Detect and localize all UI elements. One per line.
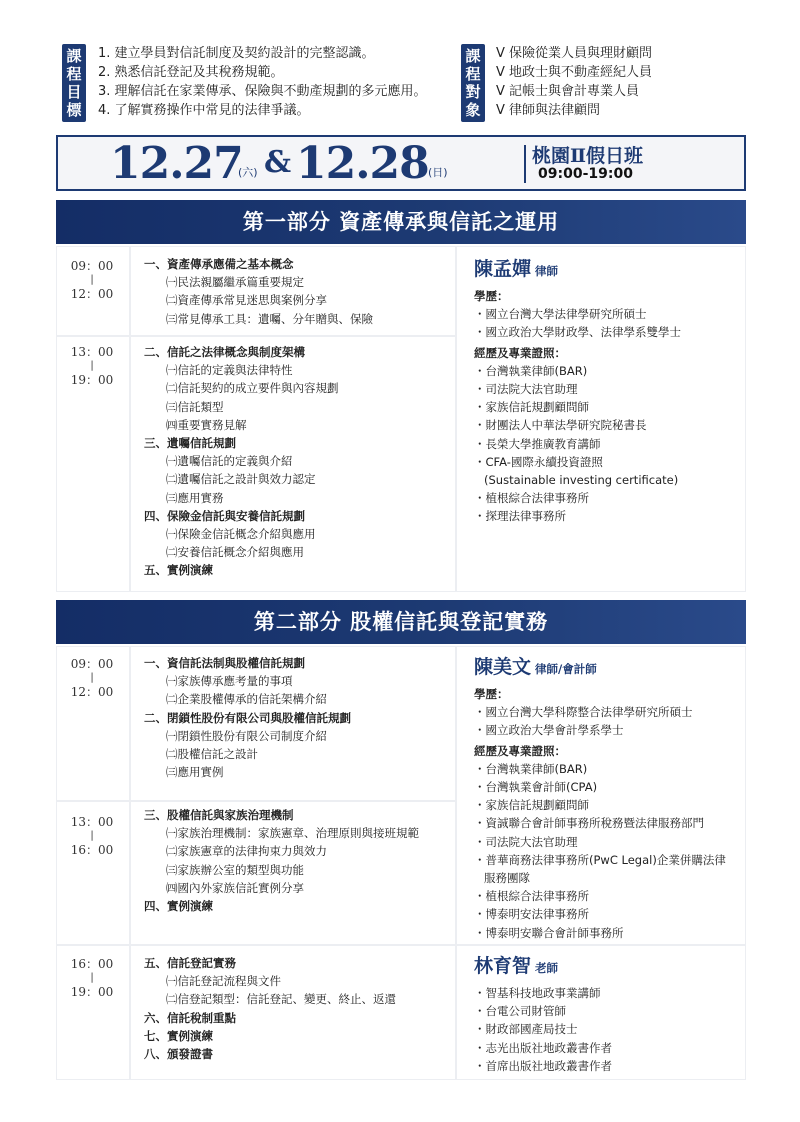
speaker-name-text: 陳孟嬋 <box>474 258 532 280</box>
speaker-role: 老師 <box>535 961 559 975</box>
time-separator: | <box>90 830 94 841</box>
time-start: 16：00 <box>70 957 114 971</box>
education-label: 學歷： <box>474 289 509 303</box>
audience-list <box>496 44 652 120</box>
part2-title: 第二部分 股權信託與登記實務 <box>56 600 746 644</box>
agenda-subitem: ㈠信託登記流程與文件 <box>166 974 281 989</box>
time-end: 19：00 <box>70 985 114 999</box>
agenda-subitem: ㈢應用實例 <box>166 765 224 780</box>
ampersand: & <box>264 145 292 180</box>
agenda-heading: 三、遺囑信託規劃 <box>144 436 236 451</box>
education-item: ・ 國立政治大學會計學系學士 <box>474 721 742 739</box>
agenda-subitem: ㈡資產傳承常見迷思與案例分享 <box>166 293 327 308</box>
experience-item: ・ 志光出版社地政叢書作者 <box>474 1039 742 1057</box>
agenda-subitem: ㈠保險金信託概念介紹與應用 <box>166 527 316 542</box>
agenda-subitem: ㈢應用實務 <box>166 490 224 505</box>
agenda-subitem: ㈡信登記類型：信託登記、變更、終止、返還 <box>166 992 396 1007</box>
experience-item: ・ 財團法人中華法學研究院秘書長 <box>474 416 742 434</box>
agenda-heading: 七、實例演練 <box>144 1028 213 1043</box>
education-item: ・ 國立政治大學財政學、法律學系雙學士 <box>474 323 742 341</box>
label-char: 程 <box>465 65 481 83</box>
part1-agenda-1 <box>144 255 373 328</box>
experience-item: ・ 智基科技地政事業講師 <box>474 984 742 1002</box>
experience-subtext: (Sustainable investing certificate) <box>484 473 679 488</box>
agenda-heading: 二、閉鎖性股份有限公司與股權信託規劃 <box>144 710 351 725</box>
agenda-heading: 三、股權信託與家族治理機制 <box>144 808 294 822</box>
experience-item: ・ 家族信託規劃顧問師 <box>474 398 742 416</box>
speaker-role: 律師 <box>535 264 559 278</box>
experience-item: ・ 家族信託規劃顧問師 <box>474 796 742 814</box>
label-char: 象 <box>465 101 481 119</box>
part2-time-1 <box>52 656 132 700</box>
experience-item: ・ 首席出版社地政叢書作者 <box>474 1057 742 1075</box>
time-separator: | <box>90 274 94 285</box>
experience-item: ・ 長榮大學推廣教育講師 <box>474 435 742 453</box>
speaker-name <box>474 655 742 681</box>
agenda-heading: 二、信託之法律概念與制度架構 <box>144 345 305 359</box>
agenda-heading: 五、實例演練 <box>144 563 213 578</box>
time-separator: | <box>90 972 94 983</box>
time-separator: | <box>90 672 94 683</box>
part2-agenda-1 <box>144 654 351 781</box>
audience-item: V 地政士與不動產經紀人員 <box>496 65 653 80</box>
class-time: 09:00-19:00 <box>538 166 633 182</box>
part1-speaker <box>474 257 742 526</box>
experience-item: ・ 台灣執業律師(BAR) <box>474 760 742 778</box>
day-of-week-first: (六) <box>238 166 258 179</box>
part2-speaker-2 <box>474 954 742 1075</box>
speaker-name-text: 林育智 <box>474 955 532 977</box>
agenda-subitem: ㈣重要實務見解 <box>166 417 247 432</box>
agenda-subitem: ㈠家族治理機制：家族憲章、治理原則與接班規範 <box>166 826 419 841</box>
experience-item: ・ 司法院大法官助理 <box>474 380 742 398</box>
part1-time-2 <box>52 344 132 388</box>
experience-item: ・ 司法院大法官助理 <box>474 833 742 851</box>
part2-panel <box>56 646 746 1080</box>
date-divider <box>524 145 526 183</box>
experience-subtext: 服務團隊 <box>484 871 530 886</box>
part2-speaker-1 <box>474 655 742 942</box>
agenda-subitem: ㈡安養信託概念介紹與應用 <box>166 545 304 560</box>
time-end: 12：00 <box>70 685 114 699</box>
speaker-name <box>474 257 742 283</box>
experience-item: ・ 植根綜合法律事務所 <box>474 489 742 507</box>
education-item: ・ 國立台灣大學科際整合法律學研究所碩士 <box>474 703 742 721</box>
agenda-subitem: ㈢常見傳承工具：遺囑、分年贈與、保險 <box>166 311 373 326</box>
time-start: 09：00 <box>70 259 114 273</box>
experience-label: 經歷及專業證照： <box>474 345 566 360</box>
agenda-subitem: ㈡信託契約的成立要件與內容規劃 <box>166 381 339 396</box>
experience-item: ・ 資誠聯合會計師事務所稅務暨法律服務部門 <box>474 814 742 832</box>
experience-item: ・ CFA-國際永續投資證照 <box>474 453 742 471</box>
education-item: ・ 國立台灣大學法律學研究所碩士 <box>474 305 742 323</box>
agenda-heading: 八、頒發證書 <box>144 1047 213 1062</box>
part2-agenda-3 <box>144 954 396 1063</box>
experience-item: ・ 台灣執業律師(BAR) <box>474 362 742 380</box>
objective-item: 1. 建立學員對信託制度及契約設計的完整認識。 <box>98 46 375 61</box>
time-separator: | <box>90 360 94 371</box>
date-first: 12.27 <box>110 138 243 189</box>
agenda-subitem: ㈢家族辦公室的類型與功能 <box>166 862 304 877</box>
audience-item: V 律師與法律顧問 <box>496 103 601 118</box>
objective-item: 2. 熟悉信託登記及其稅務規範。 <box>98 65 284 80</box>
experience-item: ・ 台灣執業會計師(CPA) <box>474 778 742 796</box>
date-second: 12.28 <box>296 138 429 189</box>
agenda-heading: 五、信託登記實務 <box>144 956 236 970</box>
date-box <box>56 135 746 191</box>
objectives-list <box>98 44 427 120</box>
label-char: 課 <box>465 47 481 65</box>
time-start: 13：00 <box>70 345 114 359</box>
agenda-heading: 一、資產傳承應備之基本概念 <box>144 257 294 271</box>
agenda-subitem: ㈠民法親屬繼承篇重要規定 <box>166 275 304 290</box>
agenda-subitem: ㈡企業股權傳承的信託架構介紹 <box>166 692 327 707</box>
audience-label <box>461 44 485 122</box>
label-char: 對 <box>465 83 481 101</box>
experience-label: 經歷及專業證照： <box>474 743 566 758</box>
part1-panel <box>56 246 746 592</box>
experience-item: ・ 博泰明安法律事務所 <box>474 905 742 923</box>
objective-item: 3. 理解信託在家業傳承、保險與不動產規劃的多元應用。 <box>98 84 427 99</box>
part1-time-1 <box>52 258 132 302</box>
day-of-week-second: (日) <box>428 166 448 179</box>
agenda-subitem: ㈡遺囑信託之設計與效力認定 <box>166 472 316 487</box>
agenda-heading: 四、實例演練 <box>144 899 213 914</box>
agenda-subitem: ㈠遺囑信託的定義與介紹 <box>166 454 293 469</box>
agenda-subitem: ㈣國內外家族信託實例分享 <box>166 880 304 895</box>
time-start: 09：00 <box>70 657 114 671</box>
time-end: 16：00 <box>70 843 114 857</box>
experience-item: ・ 普華商務法律事務所(PwC Legal)企業併購法律 <box>474 851 742 869</box>
agenda-subitem: ㈢信託類型 <box>166 399 224 414</box>
agenda-subitem: ㈠家族傳承應考量的事項 <box>166 674 293 689</box>
agenda-subitem: ㈠信託的定義與法律特性 <box>166 363 293 378</box>
part2-time-2 <box>52 814 132 858</box>
agenda-subitem: ㈡家族憲章的法律拘束力與效力 <box>166 844 327 859</box>
part1-title: 第一部分 資產傳承與信託之運用 <box>56 200 746 244</box>
experience-item: ・ 博泰明安聯合會計師事務所 <box>474 924 742 942</box>
time-end: 12：00 <box>70 287 114 301</box>
agenda-subitem: ㈡股權信託之設計 <box>166 747 258 762</box>
speaker-role: 律師/會計師 <box>535 662 597 676</box>
agenda-heading: 四、保險金信託與安養信託規劃 <box>144 508 305 523</box>
education-label: 學歷： <box>474 687 509 701</box>
objective-item: 4. 了解實務操作中常見的法律爭議。 <box>98 103 310 118</box>
part2-agenda-2 <box>144 806 419 915</box>
experience-item: ・ 台電公司財管師 <box>474 1002 742 1020</box>
label-char: 標 <box>66 101 82 119</box>
experience-item: ・ 探理法律事務所 <box>474 507 742 525</box>
audience-item: V 保險從業人員與理財顧問 <box>496 46 653 61</box>
part1-agenda-2 <box>144 343 339 580</box>
experience-item: ・ 財政部國產局技士 <box>474 1020 742 1038</box>
time-start: 13：00 <box>70 815 114 829</box>
label-char: 目 <box>66 83 82 101</box>
objectives-label <box>62 44 86 122</box>
part2-time-3 <box>52 956 132 1000</box>
class-name: 桃園Ⅱ假日班 <box>532 145 644 167</box>
agenda-heading: 六、信託稅制重點 <box>144 1010 236 1025</box>
speaker-name <box>474 954 742 980</box>
experience-item: ・ 植根綜合法律事務所 <box>474 887 742 905</box>
speaker-name-text: 陳美文 <box>474 656 532 678</box>
agenda-heading: 一、資信託法制與股權信託規劃 <box>144 656 305 670</box>
agenda-subitem: ㈠閉鎖性股份有限公司制度介紹 <box>166 728 327 743</box>
label-char: 課 <box>66 47 82 65</box>
audience-item: V 記帳士與會計專業人員 <box>496 84 640 99</box>
time-end: 19：00 <box>70 373 114 387</box>
label-char: 程 <box>66 65 82 83</box>
